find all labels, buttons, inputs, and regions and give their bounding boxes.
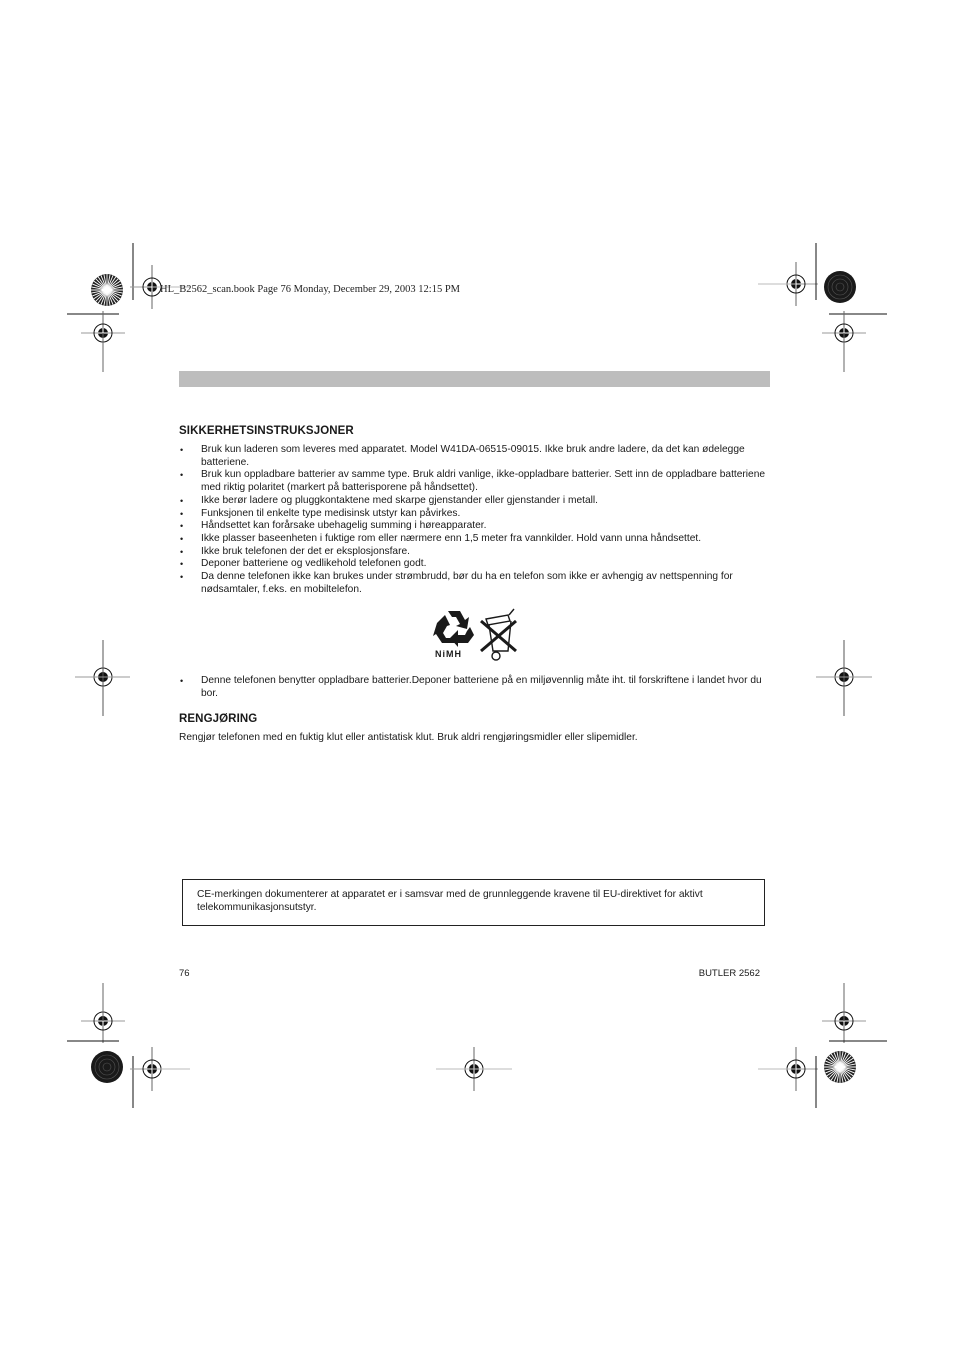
nimh-label: NiMH — [435, 649, 462, 659]
recycle-icon — [432, 607, 476, 651]
safety-heading: SIKKERHETSINSTRUKSJONER — [179, 425, 354, 437]
bullet-icon: • — [180, 676, 184, 686]
battery-list — [179, 675, 771, 700]
bullet-icon: • — [180, 508, 184, 519]
list-item: • Ikke berør ladere og pluggkontaktene med skarpe gjenstander eller gjenstander i metall. — [180, 494, 598, 506]
list-item: • Bruk kun laderen som leveres med apparatet. Model W41DA-06515-09015. Ikke bruk andre ladere, da det kan ødelegge batteriene. — [180, 444, 745, 468]
safety-list — [179, 444, 771, 596]
page-number: 76 — [179, 968, 190, 979]
bullet-icon: • — [180, 546, 184, 557]
bullet-icon: • — [180, 521, 184, 532]
list-item: • Denne telefonen benytter oppladbare batterier.Deponer batteriene på en miljøvennlig måte iht. til forskriftene i landet hvor du bor. — [180, 675, 762, 699]
list-item: • Da denne telefonen ikke kan brukes under strømbrudd, bør du ha en telefon som ikke er avhengig av nettspenning for nødsamtaler, f.eks. en mobiltelefon. — [180, 571, 733, 595]
crossed-out-wheelie-bin-icon — [478, 607, 520, 663]
list-item: • Håndsettet kan forårsake ubehagelig summing i høreapparater. — [180, 520, 487, 532]
product-name: BUTLER 2562 — [698, 968, 760, 979]
list-item: • Deponer batteriene og vedlikehold telefonen godt. — [180, 558, 427, 570]
cleaning-heading: RENGJØRING — [179, 713, 258, 725]
list-item: • Ikke plasser baseenheten i fuktige rom eller nærmere enn 1,5 meter fra vannkilder. Hold vann unna håndsettet. — [180, 532, 702, 544]
bullet-icon: • — [180, 572, 184, 583]
bullet-icon: • — [180, 495, 184, 506]
ce-notice-box — [182, 879, 765, 926]
ce-notice-text: CE-merkingen dokumenterer at apparatet er i samsvar med de grunnleggende kravene til EU-direktivet for aktivt telekommunikasjonsutstyr. — [197, 889, 703, 913]
bullet-icon: • — [180, 559, 184, 570]
header-bar — [179, 371, 770, 387]
bullet-icon: • — [180, 445, 184, 455]
list-item: • Bruk kun oppladbare batterier av samme type. Bruk aldri vanlige, ikke-oppladbare batterier. Sett inn de oppladbare batteriene med riktig polaritet (markert på batterisporene på håndsettet). — [180, 469, 766, 494]
bullet-icon: • — [180, 533, 184, 544]
disposal-symbols — [432, 607, 520, 665]
bullet-icon: • — [180, 470, 184, 481]
cleaning-text: Rengjør telefonen med en fuktig klut eller antistatisk klut. Bruk aldri rengjøringsmidler eller slipemidler. — [179, 732, 638, 743]
print-slug-line: HL_B2562_scan.book Page 76 Monday, December 29, 2003 12:15 PM — [160, 284, 460, 295]
list-item: • Ikke bruk telefonen der det er eksplosjonsfare. — [180, 545, 410, 557]
list-item: • Funksjonen til enkelte type medisinsk utstyr kan påvirkes. — [180, 507, 461, 519]
